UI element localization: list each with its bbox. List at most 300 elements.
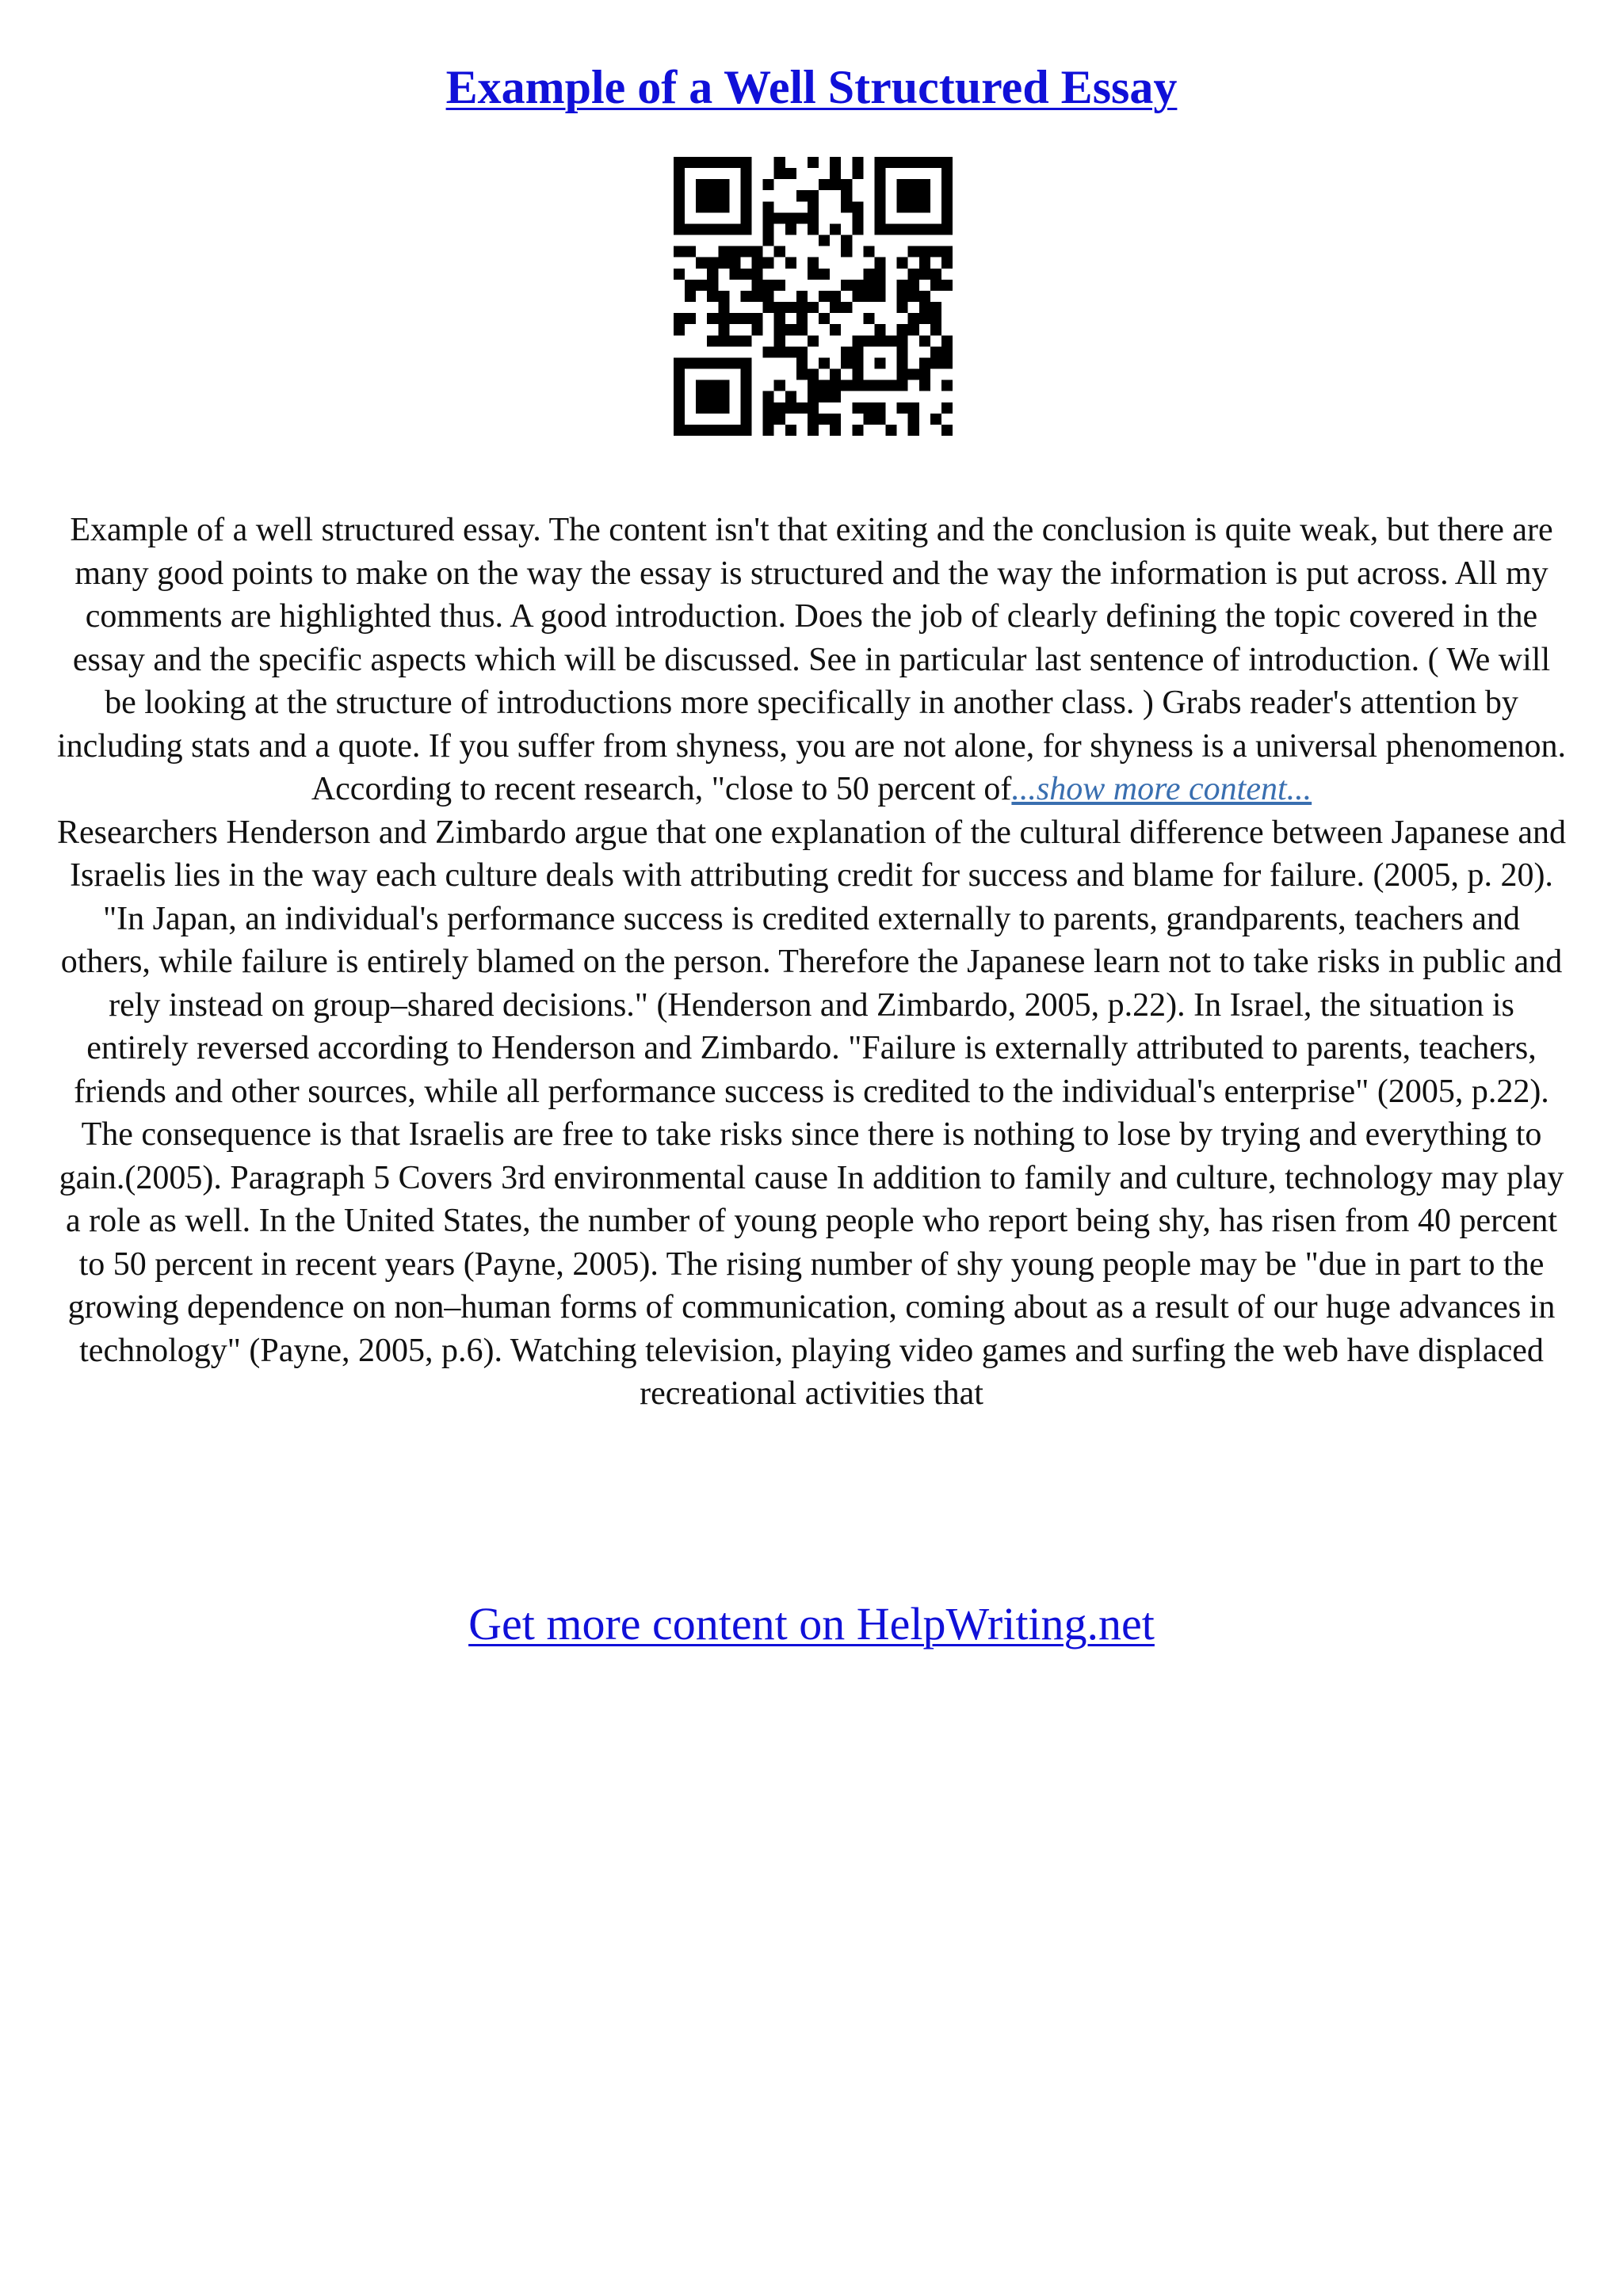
qr-module [830,168,841,179]
qr-module [774,335,785,346]
qr-module [763,280,774,291]
qr-module [874,201,885,212]
qr-module [874,257,885,269]
qr-module [841,346,852,357]
qr-module [808,402,819,414]
qr-module [919,190,930,201]
qr-module [729,313,740,324]
qr-module [674,190,685,201]
qr-module [808,201,819,212]
qr-module [830,157,841,168]
qr-module [707,357,718,368]
qr-module [808,223,819,235]
qr-module [685,280,696,291]
qr-module [796,190,808,201]
qr-code-icon [674,157,953,436]
qr-module [774,313,785,324]
qr-module [874,414,885,425]
qr-module [696,391,707,402]
qr-module [863,313,874,324]
qr-module [785,346,796,357]
qr-module [830,391,841,402]
qr-module [930,280,941,291]
qr-module [852,201,863,212]
qr-module [897,280,908,291]
qr-module [740,313,751,324]
qr-module [874,269,885,280]
qr-module [752,269,763,280]
qr-module [897,380,908,391]
essay-text-part1: Example of a well structured essay. The content isn't that exiting and the conclusion is quite weak, but there are many good points to make on the way the essay is structured and the way the information is put across. All my comments are highlighted thus. A good introduction. Does the job of clearly defining the topic covered in the essay and the specific aspects which will be discussed. See in particular last sentence of introduction. ( We will be looking at the structure of introductions more specifically in another class. ) Grabs reader's attention by including stats and a quote. If you suffer from shyness, you are not alone, for shyness is a universal phenomenon. According to recent research, "close to 50 percent of [57,512,1566,807]
qr-module [941,380,953,391]
qr-module [930,313,941,324]
qr-module [941,168,953,179]
qr-module [685,291,696,302]
qr-module [930,269,941,280]
qr-module [785,402,796,414]
qr-module [763,179,774,190]
qr-module [740,223,751,235]
qr-module [908,190,919,201]
qr-module [718,291,729,302]
qr-module [852,223,863,235]
qr-module [696,190,707,201]
qr-module [707,380,718,391]
qr-module [908,414,919,425]
qr-module [674,269,685,280]
qr-module [908,425,919,436]
qr-module [796,346,808,357]
qr-module [808,190,819,201]
qr-module [785,212,796,223]
qr-module [729,357,740,368]
qr-module [830,302,841,313]
qr-module [774,380,785,391]
qr-module [941,157,953,168]
qr-module [852,357,863,368]
qr-module [674,157,685,168]
qr-module [674,179,685,190]
qr-module [841,179,852,190]
qr-module [874,280,885,291]
qr-module [808,257,819,269]
qr-module [830,324,841,335]
qr-module [707,313,718,324]
qr-module [774,280,785,291]
qr-module [740,212,751,223]
qr-module [796,302,808,313]
qr-module [930,324,941,335]
qr-module [740,369,751,380]
qr-module [908,313,919,324]
qr-module [796,212,808,223]
qr-module [774,168,785,179]
qr-module [740,269,751,280]
qr-module [908,369,919,380]
qr-module [763,291,774,302]
qr-module [930,346,941,357]
qr-module [674,391,685,402]
qr-module [774,212,785,223]
qr-module [908,157,919,168]
qr-module [707,291,718,302]
qr-module [785,223,796,235]
qr-module [718,201,729,212]
qr-module [941,257,953,269]
qr-module [941,357,953,368]
qr-module [908,179,919,190]
qr-module [763,402,774,414]
qr-module [930,223,941,235]
qr-module [752,246,763,257]
qr-module [830,380,841,391]
qr-module [707,280,718,291]
qr-module [718,257,729,269]
qr-module [796,357,808,368]
qr-module [897,157,908,168]
qr-module [685,425,696,436]
qr-module [674,324,685,335]
qr-module [718,402,729,414]
qr-module [763,302,774,313]
qr-module [819,357,830,368]
qr-module [830,291,841,302]
qr-module [941,280,953,291]
qr-module [785,391,796,402]
qr-module [707,269,718,280]
qr-module [763,425,774,436]
qr-module [763,391,774,402]
qr-module [729,223,740,235]
qr-module [852,291,863,302]
qr-module [863,414,874,425]
qr-module [886,380,897,391]
qr-module [908,223,919,235]
qr-module [863,280,874,291]
qr-module [841,357,852,368]
document-title [0,55,1623,119]
qr-module [841,280,852,291]
qr-module [696,157,707,168]
qr-module [718,380,729,391]
qr-module [696,402,707,414]
qr-module [707,257,718,269]
qr-module [852,380,863,391]
qr-module [830,425,841,436]
qr-module [763,257,774,269]
qr-module [808,425,819,436]
qr-module [841,235,852,246]
qr-module [674,369,685,380]
qr-module [908,402,919,414]
qr-module [707,402,718,414]
qr-module [941,212,953,223]
qr-module [774,324,785,335]
qr-module [863,335,874,346]
qr-module [740,201,751,212]
qr-module [819,380,830,391]
qr-module [729,269,740,280]
qr-module [685,357,696,368]
qr-module [707,190,718,201]
qr-module [830,179,841,190]
qr-module [852,402,863,414]
qr-module [752,280,763,291]
qr-module [941,246,953,257]
qr-module [919,223,930,235]
qr-module [785,425,796,436]
qr-module [852,157,863,168]
qr-module [874,402,885,414]
qr-module [819,235,830,246]
show-more-link[interactable]: ...show more content... [1011,771,1312,807]
qr-module [808,369,819,380]
qr-module [808,335,819,346]
qr-module [718,313,729,324]
qr-module [718,246,729,257]
qr-module [729,335,740,346]
qr-module [830,223,841,235]
qr-module [674,201,685,212]
qr-module [718,302,729,313]
qr-module [863,246,874,257]
qr-module [897,357,908,368]
qr-module [897,346,908,357]
qr-module [696,201,707,212]
qr-module [863,402,874,414]
qr-module [886,157,897,168]
qr-module [740,391,751,402]
qr-module [908,280,919,291]
qr-module [752,313,763,324]
qr-module [718,190,729,201]
qr-module [774,157,785,168]
qr-module [763,212,774,223]
qr-module [919,380,930,391]
qr-module [941,402,953,414]
qr-module [908,246,919,257]
qr-module [919,369,930,380]
qr-module [740,190,751,201]
qr-module [685,313,696,324]
qr-module [696,425,707,436]
qr-module [941,201,953,212]
qr-module [718,357,729,368]
qr-module [852,168,863,179]
qr-module [919,201,930,212]
qr-module [941,425,953,436]
qr-module [874,335,885,346]
qr-module [796,291,808,302]
qr-module [785,324,796,335]
qr-module [718,391,729,402]
qr-module [852,425,863,436]
qr-module [674,246,685,257]
get-more-content-link[interactable]: Get more content on HelpWriting.net [468,1598,1155,1650]
qr-module [674,402,685,414]
qr-module [674,357,685,368]
qr-module [874,212,885,223]
qr-module [908,324,919,335]
qr-module [919,313,930,324]
qr-module [674,425,685,436]
qr-module [740,335,751,346]
qr-module [796,369,808,380]
title-link[interactable]: Example of a Well Structured Essay [445,61,1178,113]
qr-module [897,335,908,346]
qr-module [919,302,930,313]
qr-module [763,414,774,425]
qr-module [707,201,718,212]
qr-module [919,357,930,368]
qr-module [919,179,930,190]
qr-module [740,380,751,391]
qr-module [763,223,774,235]
qr-module [774,402,785,414]
qr-module [740,157,751,168]
qr-module [886,223,897,235]
qr-module [897,179,908,190]
qr-module [674,313,685,324]
qr-module [930,157,941,168]
qr-module [919,157,930,168]
qr-module [919,246,930,257]
qr-module [874,223,885,235]
qr-module [897,302,908,313]
qr-module [841,380,852,391]
qr-module [841,246,852,257]
qr-module [796,324,808,335]
qr-module [696,380,707,391]
qr-module [819,179,830,190]
qr-module [774,414,785,425]
qr-module [930,414,941,425]
qr-module [908,201,919,212]
qr-module [808,380,819,391]
qr-module [674,380,685,391]
qr-module [740,291,751,302]
qr-module [919,257,930,269]
qr-module [718,157,729,168]
qr-module [718,425,729,436]
qr-module [740,425,751,436]
qr-module [874,168,885,179]
qr-module [874,291,885,302]
qr-module [785,168,796,179]
qr-module [696,257,707,269]
qr-module [841,201,852,212]
qr-module [685,223,696,235]
qr-module [729,246,740,257]
qr-module [874,357,885,368]
qr-module [919,269,930,280]
qr-module [808,269,819,280]
essay-excerpt [55,509,1568,1416]
qr-module [808,212,819,223]
qr-module [740,414,751,425]
qr-module [897,291,908,302]
qr-module [707,157,718,168]
qr-module [819,291,830,302]
qr-module [796,402,808,414]
qr-module [874,190,885,201]
qr-module [941,179,953,190]
qr-module [707,391,718,402]
qr-module [696,357,707,368]
qr-module [674,212,685,223]
qr-module [897,324,908,335]
qr-module [941,346,953,357]
qr-module [808,157,819,168]
qr-module [674,414,685,425]
qr-module [863,269,874,280]
essay-text-part2: Researchers Henderson and Zimbardo argue that one explanation of the cultural difference between Japanese and Israelis lies in the way each culture deals with attributing credit for success and blame for failure. (2005, p. 20). "In Japan, an individual's performance success is credited externally to parents, grandparents, teachers and others, while failure is entirely blamed on the person. Therefore the Japanese learn not to take risks in public and rely instead on group–shared decisions." (Henderson and Zimbardo, 2005, p.22). In Israel, the situation is entirely reversed according to Henderson and Zimbardo. "Failure is externally attributed to parents, teachers, friends and other sources, while all performance success is credited to the individual's enterprise" (2005, p.22). The consequence is that Israelis are free to take risks since there is nothing to lose by trying and everything to gain.(2005). Paragraph 5 Covers 3rd environmental cause In addition to family and culture, technology may play a role as well. In the United States, the number of young people who report being shy, has risen from 40 percent to 50 percent in recent years (Payne, 2005). The rising number of shy young people may be "due in part to the growing dependence on non–human forms of communication, coming about as a result of our huge advances in technology" (Payne, 2005, p.6). Watching television, playing video games and surfing the web have displaced recreational activities that [57,814,1566,1412]
qr-module [874,157,885,168]
qr-module [819,391,830,402]
qr-module [785,302,796,313]
qr-module [707,335,718,346]
qr-module [808,414,819,425]
qr-module [841,302,852,313]
qr-module [729,257,740,269]
qr-module [740,246,751,257]
qr-module [897,223,908,235]
qr-module [674,168,685,179]
qr-module [841,190,852,201]
qr-module [886,335,897,346]
qr-module [729,157,740,168]
qr-module [740,357,751,368]
qr-module [852,280,863,291]
qr-module [774,346,785,357]
qr-module [796,313,808,324]
qr-module [863,380,874,391]
qr-module [774,302,785,313]
qr-module [930,302,941,313]
qr-module [740,402,751,414]
qr-module [897,369,908,380]
qr-module [941,335,953,346]
qr-module [908,291,919,302]
qr-module [874,324,885,335]
qr-module [674,223,685,235]
qr-module [852,346,863,357]
qr-module [685,246,696,257]
qr-module [919,291,930,302]
qr-module [941,223,953,235]
qr-module [830,369,841,380]
qr-module [852,212,863,223]
footer [0,1594,1623,1654]
qr-module [852,369,863,380]
qr-module [897,402,908,414]
qr-module [740,168,751,179]
qr-module [874,380,885,391]
qr-module [863,291,874,302]
qr-module [718,335,729,346]
qr-module [729,425,740,436]
qr-module [930,357,941,368]
qr-module [763,346,774,357]
qr-module [808,302,819,313]
qr-module [752,291,763,302]
qr-module [707,425,718,436]
qr-module [897,201,908,212]
qr-module [941,190,953,201]
qr-module [696,179,707,190]
qr-module [897,190,908,201]
qr-module [718,179,729,190]
